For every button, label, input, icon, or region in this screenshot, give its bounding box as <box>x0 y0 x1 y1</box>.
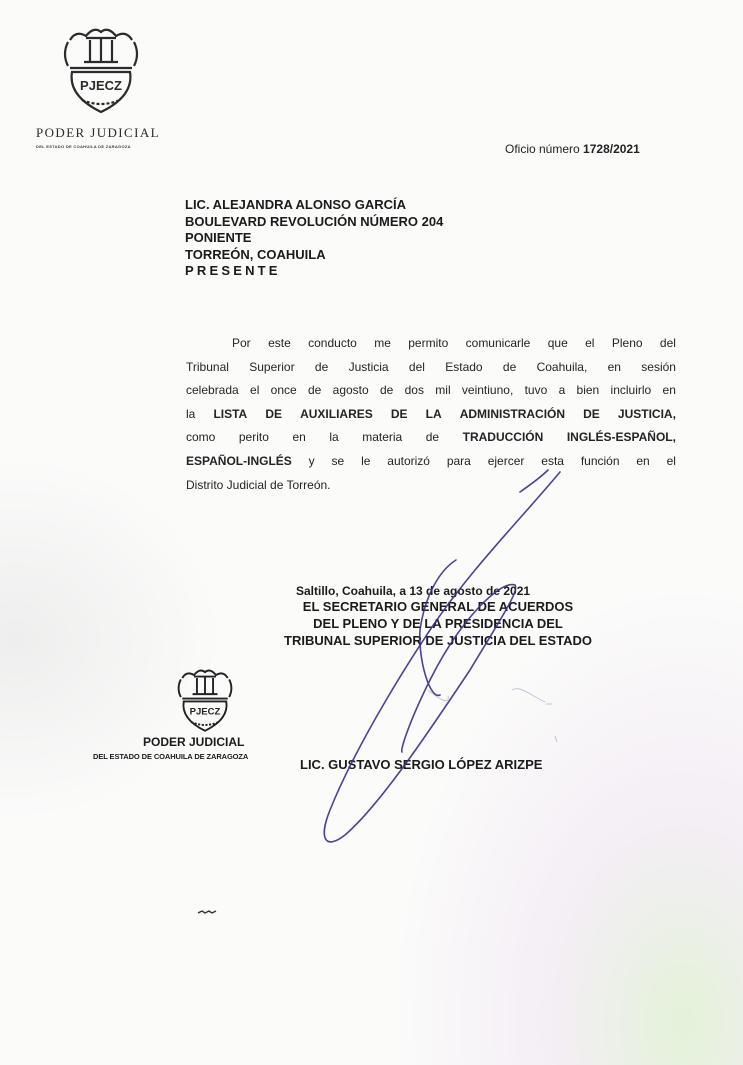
body-word: DE <box>265 406 282 421</box>
body-word: este <box>268 336 291 350</box>
body-word: de <box>307 383 322 398</box>
body-word: del <box>408 359 425 374</box>
recipient-address-line2: PONIENTE <box>185 230 252 245</box>
body-paragraph <box>186 336 676 501</box>
oficio-number <box>505 142 640 156</box>
body-word: de <box>425 430 440 445</box>
body-word: el <box>666 453 676 468</box>
body-line-2 <box>186 360 676 384</box>
body-word: autorizó <box>387 453 430 468</box>
body-word: el <box>250 383 260 398</box>
body-word: Tribunal <box>186 359 229 374</box>
body-word: tuvo <box>524 383 548 398</box>
body-word: Superior <box>249 359 295 374</box>
body-word: función <box>580 453 620 468</box>
body-word: DE <box>390 406 408 421</box>
small-mark-icon <box>196 908 220 916</box>
body-word: que <box>547 336 568 350</box>
body-word: ejercer <box>487 453 525 468</box>
body-word: ESPAÑOL-INGLÉS <box>186 453 292 468</box>
body-word: Estado <box>445 359 483 374</box>
body-word: en <box>662 383 676 398</box>
body-word: dos <box>404 383 424 398</box>
recipient-city: TORREÓN, COAHUILA <box>185 246 326 262</box>
body-word: Pleno <box>611 336 643 350</box>
body-line-4 <box>186 407 676 431</box>
body-word: me <box>374 336 391 350</box>
body-word: once <box>270 383 297 398</box>
header-subtitle: DEL ESTADO DE COAHUILA DE ZARAGOZA <box>36 144 131 149</box>
body-word: esta <box>541 453 564 468</box>
body-word: TRADUCCIÓN <box>462 430 544 445</box>
pjecz-logo-icon <box>56 24 146 116</box>
body-word: agosto <box>332 383 369 398</box>
body-word: ADMINISTRACIÓN <box>459 406 566 421</box>
place-date: Saltillo, Coahuila, a 13 de agosto de 2021 <box>296 584 531 598</box>
body-word: de <box>314 359 329 374</box>
body-word: le <box>361 453 371 468</box>
body-line-7-text: Distrito Judicial de Torreón. <box>186 477 331 492</box>
body-word: la <box>186 406 196 421</box>
body-line-7 <box>186 478 676 502</box>
recipient-name: LIC. ALEJANDRA ALONSO GARCÍA <box>185 197 406 212</box>
signer-title-line1: EL SECRETARIO GENERAL DE ACUERDOS <box>302 599 574 614</box>
recipient-address-line1: BOULEVARD REVOLUCIÓN NÚMERO 204 <box>185 213 444 229</box>
body-word: AUXILIARES <box>300 406 373 421</box>
body-line-3 <box>186 383 676 407</box>
body-word: veintiuno, <box>461 383 514 398</box>
body-word: y <box>308 453 315 468</box>
body-word: en <box>607 359 621 374</box>
signer-title-line2: DEL PLENO Y DE LA PRESIDENCIA DEL <box>313 616 563 631</box>
body-line-6 <box>186 454 676 478</box>
body-line-5 <box>186 430 676 454</box>
body-word: sesión <box>641 359 676 374</box>
body-word: Justicia <box>348 359 389 374</box>
body-word: conducto <box>308 336 357 350</box>
body-word: de <box>502 359 517 374</box>
body-word: LA <box>425 406 442 421</box>
recipient-salutation: PRESENTE <box>185 263 281 278</box>
stamp-logo-text: PJECZ <box>189 706 221 718</box>
header-brand: PODER JUDICIAL <box>36 125 160 140</box>
body-word: celebrada <box>186 383 239 398</box>
body-word: la <box>329 430 339 445</box>
oficio-value: 1728/2021 <box>583 142 640 156</box>
signer-title-line3: TRIBUNAL SUPERIOR DE JUSTICIA DEL ESTADO <box>284 633 592 648</box>
body-word: bien <box>576 383 600 398</box>
oficio-label: Oficio número <box>505 142 580 156</box>
body-word: materia <box>362 430 403 445</box>
stamp-subtitle: DEL ESTADO DE COAHUILA DE ZARAGOZA <box>93 752 249 761</box>
body-word: incluirlo <box>610 383 652 398</box>
stamp-logo-icon <box>172 666 238 734</box>
body-word: INGLÉS-ESPAÑOL, <box>566 430 676 445</box>
body-word: del <box>659 336 676 350</box>
body-word: para <box>446 453 471 468</box>
recipient-block <box>185 197 443 280</box>
body-word: JUSTICIA, <box>617 406 676 421</box>
body-word: permito <box>408 336 449 350</box>
body-word: a <box>558 383 566 398</box>
body-word: Coahuila, <box>536 359 588 374</box>
signer-title <box>258 598 618 649</box>
body-word: se <box>331 453 345 468</box>
body-line-1 <box>186 336 676 360</box>
body-word: como <box>186 430 216 445</box>
body-word: en <box>292 430 306 445</box>
signer-name: LIC. GUSTAVO SERGIO LÓPEZ ARIZPE <box>300 757 543 772</box>
header-logo-text: PJECZ <box>80 78 122 93</box>
body-word: Por <box>232 336 251 350</box>
stamp-brand: PODER JUDICIAL <box>143 735 245 749</box>
body-word: el <box>585 336 595 350</box>
body-word: en <box>636 453 650 468</box>
body-word: perito <box>238 430 269 445</box>
body-word: comunicarle <box>465 336 531 350</box>
body-word: DE <box>583 406 600 421</box>
body-word: LISTA <box>213 406 248 421</box>
body-word: de <box>379 383 394 398</box>
body-word: mil <box>435 383 451 398</box>
